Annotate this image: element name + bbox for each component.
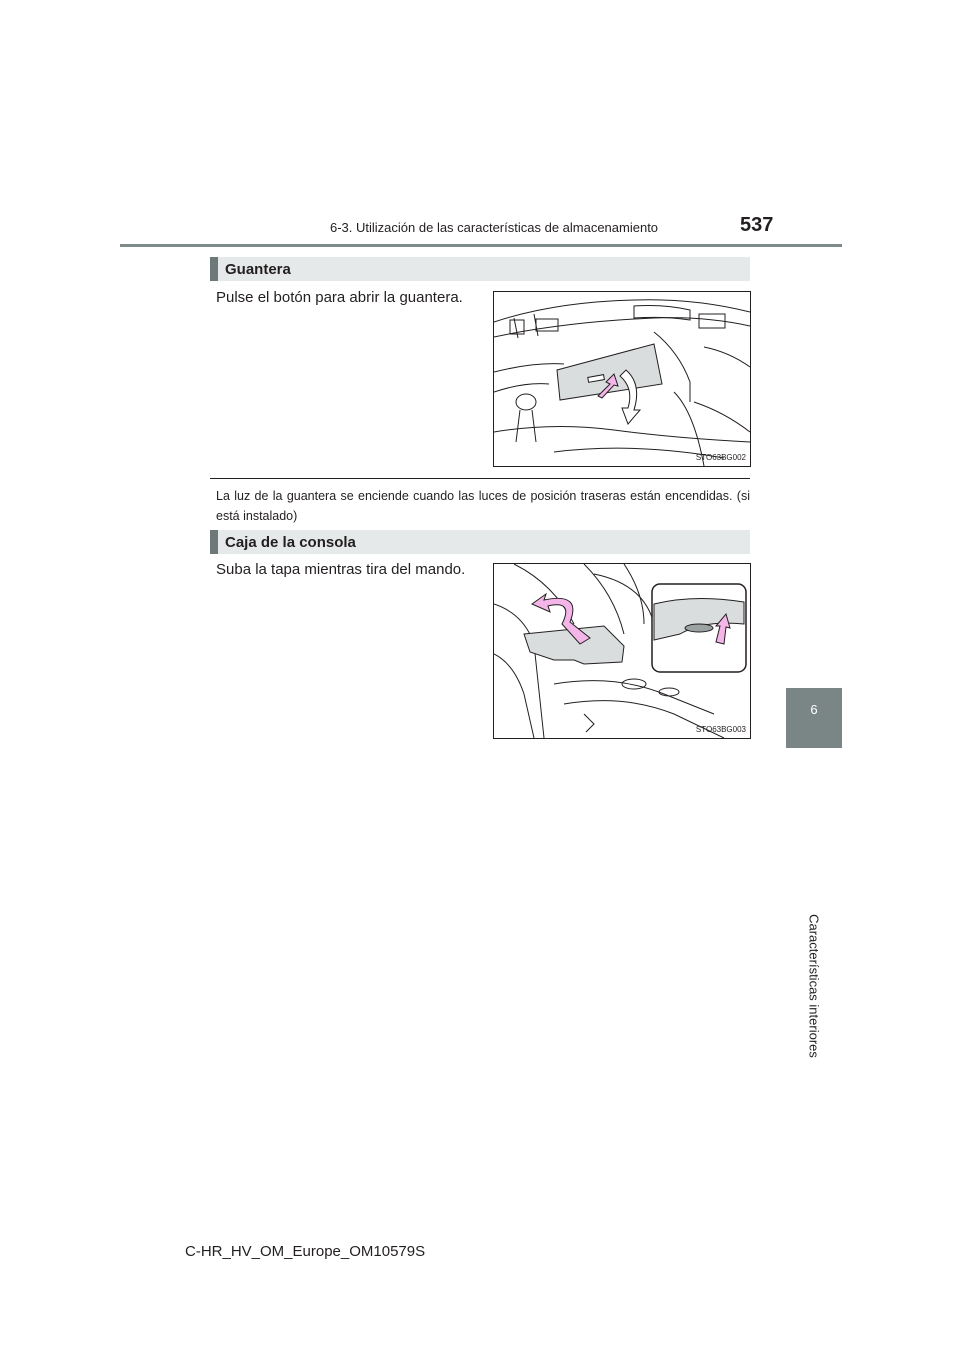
instruction-glovebox: Pulse el botón para abrir la guantera. xyxy=(216,289,463,306)
footer-document-id: C-HR_HV_OM_Europe_OM10579S xyxy=(185,1243,426,1260)
chapter-tab-number: 6 xyxy=(810,702,818,717)
header-section-title: 6-3. Utilización de las características de almacenamiento xyxy=(330,220,659,235)
section-title-console-box: Caja de la consola xyxy=(225,534,356,551)
instruction-console-box: Suba la tapa mientras tira del mando. xyxy=(216,561,466,578)
console-box-drawing xyxy=(494,564,750,738)
section-title-glovebox: Guantera xyxy=(225,261,291,278)
glovebox-drawing xyxy=(494,292,750,466)
chapter-tab xyxy=(786,688,842,748)
section-header-glovebox xyxy=(210,257,750,281)
header-divider xyxy=(120,244,842,247)
note-glovebox-light: La luz de la guantera se enciende cuando las luces de posición traseras están encendidas. (si está instalado) xyxy=(216,489,750,523)
figure-code-console-box: STO63BG003 xyxy=(695,725,746,734)
chapter-tab-label: Características interiores xyxy=(806,914,822,1058)
note-divider xyxy=(210,478,750,479)
console-box-illustration xyxy=(493,563,751,739)
figure-code-glovebox: STO63BG002 xyxy=(695,453,746,462)
glovebox-illustration xyxy=(493,291,751,467)
page-number: 537 xyxy=(740,214,774,236)
